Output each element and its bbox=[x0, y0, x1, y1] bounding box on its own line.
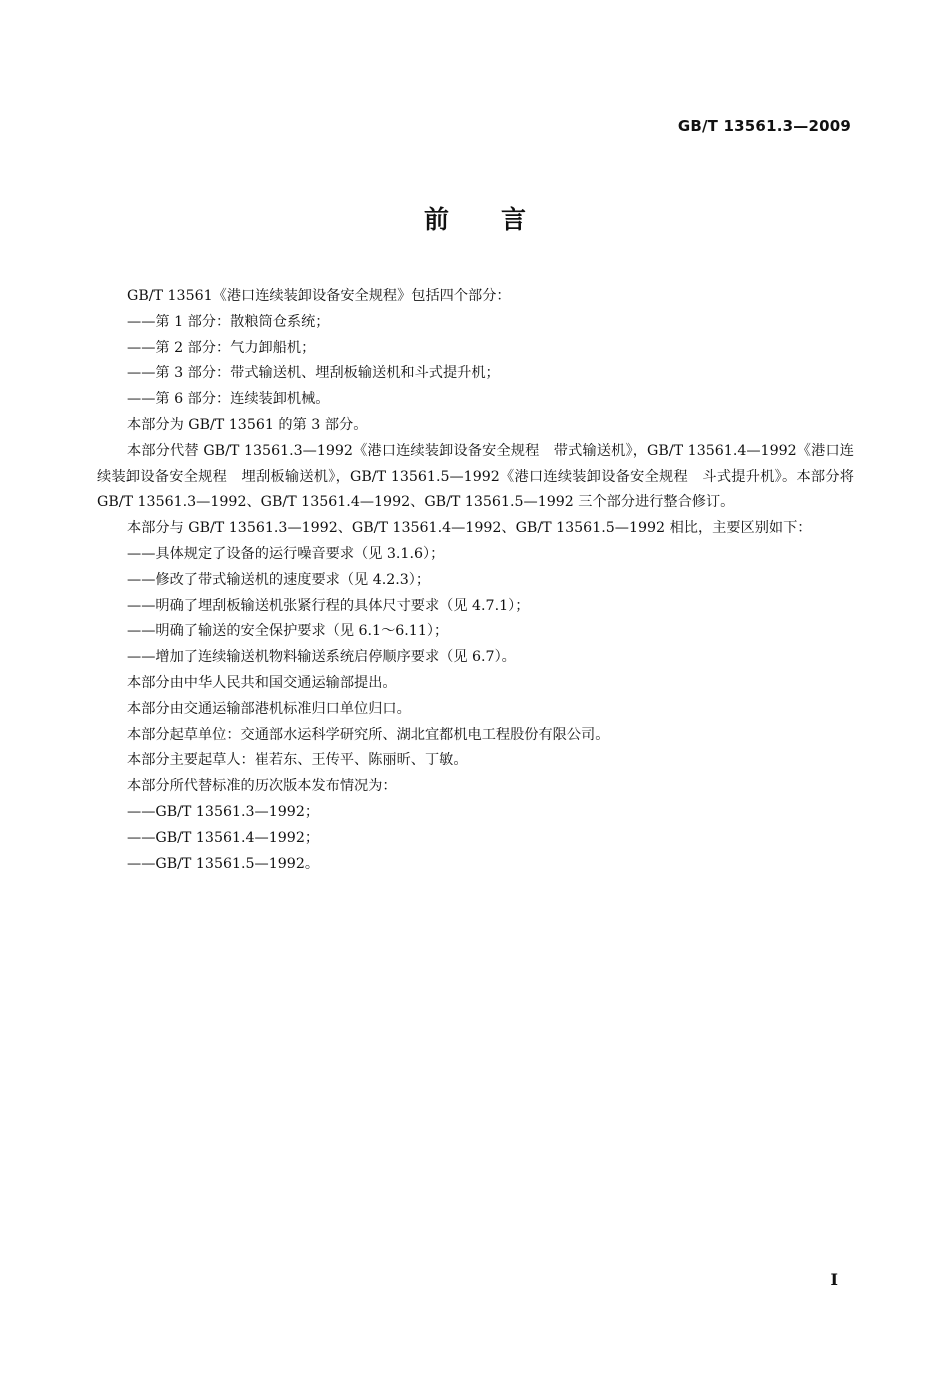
jurisdiction-paragraph: 本部分由交通运输部港机标准归口单位归口。 bbox=[127, 700, 411, 717]
change-list-item: ——明确了埋刮板输送机张紧行程的具体尺寸要求（见 4.7.1）； bbox=[127, 597, 530, 614]
history-list-item: ——GB/T 13561.4—1992； bbox=[127, 829, 320, 846]
foreword-body bbox=[97, 284, 854, 877]
drafting-units-paragraph: 本部分起草单位：交通部水运科学研究所、湖北宜都机电工程股份有限公司。 bbox=[127, 726, 610, 743]
intro-paragraph: GB/T 13561《港口连续装卸设备安全规程》包括四个部分： bbox=[127, 288, 511, 304]
change-list-item: ——具体规定了设备的运行噪音要求（见 3.1.6）； bbox=[127, 545, 445, 562]
this-part-paragraph: 本部分为 GB/T 13561 的第 3 部分。 bbox=[127, 416, 368, 433]
change-list-item: ——明确了输送的安全保护要求（见 6.1～6.11）； bbox=[127, 623, 449, 640]
part-list-item: ——第 3 部分：带式输送机、埋刮板输送机和斗式提升机； bbox=[127, 365, 500, 382]
part-list-item: ——第 2 部分：气力卸船机； bbox=[127, 339, 316, 356]
history-list-item: ——GB/T 13561.3—1992； bbox=[127, 803, 320, 820]
page-number: I bbox=[830, 1270, 838, 1289]
history-intro-paragraph: 本部分所代替标准的历次版本发布情况为： bbox=[127, 778, 397, 795]
change-list-item: ——修改了带式输送机的速度要求（见 4.2.3）； bbox=[127, 571, 431, 588]
page-title: 前言 bbox=[423, 205, 578, 234]
standard-number: GB/T 13561.3—2009 bbox=[677, 117, 851, 135]
comparison-paragraph: 本部分与 GB/T 13561.3—1992、GB/T 13561.4—1992、GB/T 13561.5—1992 相比，主要区别如下： bbox=[127, 520, 812, 537]
history-list-item: ——GB/T 13561.5—1992。 bbox=[127, 855, 320, 872]
part-list-item: ——第 6 部分：连续装卸机械。 bbox=[127, 391, 330, 408]
proposed-by-paragraph: 本部分由中华人民共和国交通运输部提出。 bbox=[127, 674, 397, 691]
drafters-paragraph: 本部分主要起草人：崔若东、王传平、陈丽昕、丁敏。 bbox=[127, 752, 468, 769]
replaces-paragraph: 本部分代替 GB/T 13561.3—1992《港口连续装卸设备安全规程 带式输送机》，GB/T 13561.4—1992《港口连续装卸设备安全规程 埋刮板输送机》，GB/T 13561.5—1992《港口连续装卸设备安全规程 斗式提升机》。本部分将 GB/T 13561.3—1992、GB/T 13561.4—1992、GB/T 13561.5—1992 三个部分进行整合修订。 bbox=[97, 442, 854, 511]
change-list-item: ——增加了连续输送机物料输送系统启停顺序要求（见 6.7）。 bbox=[127, 649, 516, 666]
part-list-item: ——第 1 部分：散粮筒仓系统； bbox=[127, 313, 330, 330]
